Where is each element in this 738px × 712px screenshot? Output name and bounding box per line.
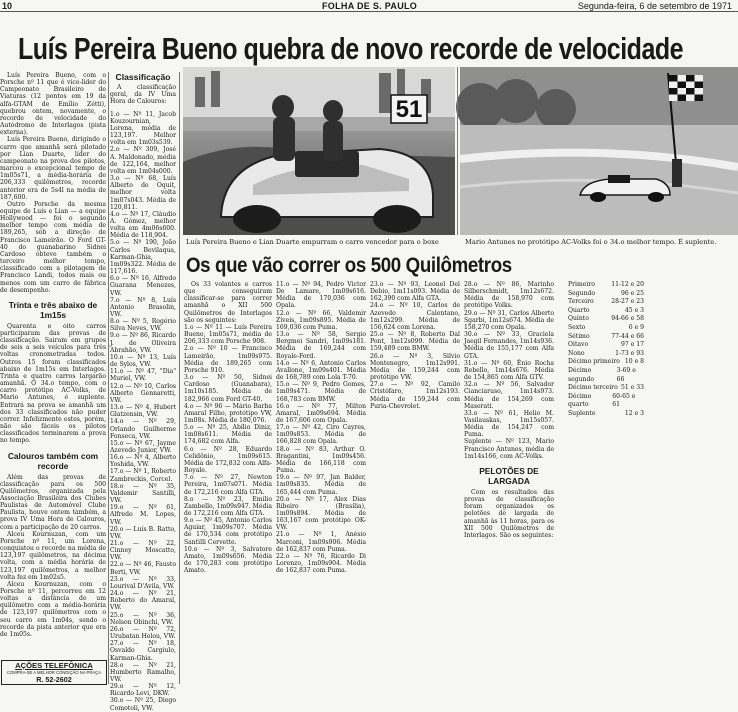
- grid-row-label: Nono: [568, 349, 585, 357]
- entry-paragraph: 15.o — Nº 9, Pedro Gomes, 1m09s471. Média de 168,783 com BMW.: [276, 381, 366, 403]
- grid-row-cars: 1-73 e 93: [615, 349, 644, 357]
- classification-entry: 18.o — Nº 35, Valdemir Santilli, VW.: [110, 482, 176, 505]
- entry-list-column-4: [464, 281, 554, 671]
- photo-divider: [457, 67, 458, 235]
- entry-list-column-2: [276, 281, 366, 671]
- classification-column: [110, 72, 177, 712]
- ac-volks-prototype-illustration: [460, 67, 738, 235]
- grid-row: [558, 307, 648, 316]
- entry-paragraph: 24.o — Nº 10, Carlos de Azevedo Calentano, 1m12s299. Média de 156,624 com Lorena.: [370, 302, 460, 331]
- grid-row-cars: 11-12 e 20: [611, 281, 644, 288]
- grid-row-label: Sexto: [568, 323, 586, 331]
- publication-name: FOLHA DE S. PAULO: [322, 1, 418, 11]
- classification-entry: 25.o — Nº 36, Nelson Obinchi, VW.: [110, 611, 176, 626]
- car-number-label: 51: [395, 96, 423, 123]
- classification-title: Classificação: [115, 72, 171, 82]
- grid-row-label: Décimo primeiro: [568, 358, 620, 366]
- entry-paragraph: 21.o — Nº 1, Anésio Marconi, 1m09s906. Média de 162,837 com Puma.: [276, 531, 366, 553]
- entry-paragraph: 23.o — Nº 93, Leonel Del Debio, 1m11s093. Média de 162,390 com Alfa GTA.: [370, 281, 460, 303]
- column-rule: [179, 72, 180, 684]
- entry-paragraph: 2.o — Nº 10 — Francisco Lameirão, 1m09s975. Média de 189,265 com Porsche 910.: [184, 345, 272, 374]
- entry-paragraph: 10.o — Nº 3, Salvatore Amato, 1m09s656. Média de 170,283 com protótipo Amato.: [184, 545, 272, 575]
- entry-paragraph: 1.o — Nº 11 — Luís Pereira Bueno, 1m05s71, média de 206,333 com Porsche 908.: [184, 323, 272, 346]
- main-headline: Luís Pereira Bueno quebra de novo recorde de velocidade: [18, 32, 684, 66]
- classification-entry: 7.o — Nº 8, Luís Antonio Brasolin, VW.: [110, 296, 176, 318]
- photo2-caption: Mario Antunes no protótipo AC-Volks foi o 34.o melhor tempo. É suplente.: [465, 238, 717, 246]
- entry-paragraph: Suplente — Nº 123, Mario Francisco Antunes, média de 1m14s166, com AC-Volks.: [464, 438, 554, 460]
- grid-row-cars: 3-69 e 66: [616, 366, 636, 383]
- grid-row-cars: 96 e 25: [621, 289, 644, 297]
- page-number: 10: [2, 1, 13, 11]
- grid-row: [558, 393, 648, 410]
- story-paragraph: Além das provas de classificação para os 500 Quilômetros, organizada pela Associação Brasileira dos Clubes Paulistas de Automóvel Clube Paulista, houve ontem também, a prova IV Uma Hora de Calouros, com a participação de 20 carros.: [0, 473, 106, 531]
- entry-paragraph: 30.o — Nº 33, Graciela Jaegil Fernandes, 1m14s936. Média de 155,177 com Alfa GTA.: [464, 331, 554, 360]
- grid-row-label: Quarto: [568, 306, 590, 314]
- race-car-photo: [183, 67, 455, 235]
- entry-list-column-1: [184, 281, 272, 671]
- photo1-caption: Luís Pereira Bueno e Lian Duarte empurram o carro vencedor para o boxe: [186, 238, 439, 246]
- classification-entry: 30.o — Nº 25, Diego Comotoli, VW.: [110, 697, 176, 712]
- classification-entry: 11.o — Nº 47, "Dia" Muriel, VW.: [110, 368, 176, 383]
- story-paragraph: Quarenta e oito carros participaram das provas de classificação. Sairam em grupos de seis a seis veículos para três voltas cronometradas todos. Outros 15 foram classificados abaixo de 1m15s em Interlagos. Trinta e quatro carros largarão amanhã. O 34.o tempo, com o carro protótipo AC-Volks, de Mario Antunes, é suplente. Entrará na prova se amanhã um dos 33 classificados não puder correr. Infelizmente estes, porém, não são fáceis os pilotos classificados terminarem a prova no tempo.: [0, 322, 106, 445]
- entry-paragraph: 13.o — Nº 58, Sergio Bergmei Sandri, 1m09s181. Média de 169,244 com Royale-Ford.: [276, 331, 366, 360]
- story-paragraph: Alceu Kournuzan, com o Porsche nº 11, percorreu em 12 voltas a distância de um quilômetro com a média-horária de 123,197 quilômetros com o seu carro em 1m04s, sendo o recorde da pista anterior que era de 1m05s.: [0, 580, 106, 638]
- grid-row-cars: 94-66 e 58: [611, 315, 644, 323]
- grid-row-cars: 6 e 9: [628, 323, 644, 331]
- classification-entry: 26.o — Nº 72, Urubatan Helou, VW.: [110, 625, 176, 641]
- entry-paragraph: Com os resultados das provas de classificação foram organizados os pelotões de largada de amanhã às 11 horas, para os XII 500 Quilômetros de Interlagos. São os seguintes:: [464, 488, 554, 539]
- classification-entry: 29.o — Nº 12, Ricardo Levi, DKW.: [110, 683, 176, 698]
- grid-row: [558, 410, 648, 419]
- entry-paragraph: 9.o — Nº 45, Antonio Carlos Aguiar, 1m09s707. Média de 170,534 com protótipo Santilli Cervette.: [184, 517, 272, 546]
- classification-entry: 17.o — Nº 1, Roberto Zambreckis, Corcel.: [110, 468, 177, 483]
- classification-entry: 23.o — Nº 33, Lourival D'Avila, VW.: [110, 575, 176, 590]
- entry-paragraph: 4.o — Nº 96 — Mário Barba Amaral Filho, protótipo VW, 1m08s. Média de 180,076.: [184, 402, 272, 424]
- ad-phone: R. 52-2602: [36, 675, 72, 684]
- ad-title: AÇÕES TELEFÔNICA: [15, 661, 93, 670]
- story-paragraph: Luís Pereira Bueno, com o Porsche nº 11 que é vice-líder do Campeonato Brasileiro de Viaturas (12 pontos em 19 da alfa-GTAM de Emílio Zétti), quebrou ontem, novamente, o recorde de velocidade do Autódromo de Interlagos (pista externa).: [0, 72, 106, 137]
- grid-row: [558, 324, 648, 333]
- classification-entry: 4.o — Nº 17, Cláudio A. Gómez, melhor volta em 4m06s600. Média de 118,904.: [110, 210, 176, 240]
- grid-row-cars: 10 e 8: [624, 358, 644, 366]
- story-column-1: [0, 72, 106, 657]
- grid-row-label: Décimo quarto: [568, 392, 592, 409]
- entry-paragraph: 14.o — Nº 6, Antonio Carlos Avallone, 1m09s401. Média de 168,789 com Lola T-70.: [276, 359, 366, 382]
- classification-entry: 2.o — Nº 309, José A. Maldonado, média de 122,164, melhor volta em 1m04s000.: [110, 146, 176, 175]
- entry-paragraph: 6.o — Nº 28, Eduardo Celidônio, 1m09s615. Média de 172,832 com Alfa-Royale.: [184, 445, 272, 475]
- entry-paragraph: 32.o — Nº 56, Salvador Cianciaruso, 1m14s973. Média de 154,269 com Maserati.: [464, 381, 554, 410]
- issue-date: Segunda-feira, 6 de setembro de 1971: [577, 1, 732, 11]
- section-headline: Os que vão correr os 500 Quilômetros: [186, 254, 512, 277]
- grid-row-cars: 51 e 33: [621, 384, 644, 392]
- entry-paragraph: 11.o — Nº 94, Pedro Victor De Lamare, 1m09s616. Média de 170,036 com Opala.: [276, 281, 366, 310]
- subheading-pelotoes: PELOTÕES DE LARGADA: [479, 465, 539, 486]
- entry-list-column-6: [652, 281, 738, 671]
- entry-paragraph: 19.o — Nº 97, Jan Balder, 1m09s835. Média de 165,444 com Puma.: [276, 474, 366, 496]
- entry-paragraph: 7.o — Nº 27, Newton Pereira, 1m07s071. Média de 172,216 com Alfa GTA.: [184, 474, 272, 496]
- grid-row-label: Oitavo: [568, 341, 589, 349]
- grid-row: [558, 290, 648, 299]
- classification-entry: 14.o — Nº 29, Orlando Guilherme Fonseca, VW.: [110, 418, 176, 440]
- classification-entry: 21.o — Nº 22, Cinney Moscatto, VW.: [110, 540, 176, 562]
- grid-row-cars: 60-65 e 61: [612, 392, 636, 409]
- subheading-thirty-three: Trinta e três abaixo de 1m15s: [8, 299, 98, 320]
- ad-fine-print: COMPRA-SE A MELHOR CONDIÇÃO NA PRAÇA: [6, 670, 101, 675]
- classification-entry: 28.o — Nº 21, Humberto Ramalho, VW.: [110, 661, 176, 683]
- grid-row: [558, 350, 648, 359]
- story-paragraph: Luís Pereira Bueno, dirigindo o carro que amanhã será pilotado por Lian Duarte, líder do campeonato na prova dos pilotos, marcou o excepcional tempo de 1m05s71, a média-horária de 206,333 quilômetros, recorde anterior era de 5s4l na média de 187,600.: [0, 136, 106, 201]
- classification-intro: A classificação geral, da IV Uma Hora de Calouros:: [110, 84, 176, 106]
- classification-entry: 5.o — Nº 190, João Carlos Bevilaqua, Karman-Ghia, 1m09s322. Média de 117,616.: [110, 239, 176, 276]
- grid-row-cars: 45 e 3: [624, 306, 644, 314]
- classification-entry: 27.o — Nº 18, Osvaldo Cargiulo, Karman-Ghia.: [110, 640, 176, 662]
- classification-entry: 6.o — Nº 16, Alfredo Guarana Menezes, VW.: [110, 275, 176, 297]
- grid-row: [558, 367, 648, 384]
- grid-row-cars: 28-27 e 23: [611, 298, 644, 306]
- race-car-photo-illustration: [183, 67, 455, 235]
- entry-paragraph: 17.o — Nº 42, Ciro Cayres, 1m09s853. Média de 166,828 com Opala.: [276, 424, 366, 446]
- grid-row-label: Segundo: [568, 289, 596, 297]
- grid-row-label: Terceiro: [568, 298, 594, 306]
- grid-row-label: Primeiro: [568, 281, 595, 288]
- column-rule: [108, 72, 109, 684]
- entry-paragraph: 28.o — Nº 86, Marinho Silberschmidt, 1m12s672. Média de 158,970 com protótipo Volks.: [464, 281, 554, 310]
- story-paragraph: Alceu Kournuzan, com um Porsche nº 11, um Lorena, conquistou o recorde na média de 123,197 quilômetros, na décima volta, com a média horária de 123,197 quilômetros, a melhor volta fez em 1m02s5.: [0, 530, 106, 581]
- classification-entry: 24.o — Nº 21, Roberto do Amaral, VW.: [110, 590, 176, 612]
- classification-entry: 20.o — Luís B. Ratto, VW.: [110, 525, 176, 540]
- entry-paragraph: 18.o — Nº 83, Arthur O. Bragantini, 1m09s456. Média de 166,118 com Puma.: [276, 445, 366, 475]
- grid-row-label: Décimo segundo: [568, 366, 595, 383]
- grid-row-cars: 77-44 e 66: [611, 332, 644, 340]
- entry-paragraph: 12.o — Nº 66, Valdemir Zíveis, 1m09s895. Média de 169,036 com Puma.: [276, 309, 366, 331]
- classification-entry: 15.o — Nº 67, Jayme Azevedo Junior, VW.: [110, 439, 176, 454]
- classification-entry: 9.o — Nº 86, Ricardo J. de Oliveira Abrahão, VW.: [110, 332, 176, 354]
- entry-paragraph: 20.o — Nº 17, Alex Dias Ribeiro (Brasília), 1m09s894. Média de 163,167 com protótipo OK-VW.: [276, 495, 366, 532]
- grid-row: [558, 281, 648, 290]
- entry-paragraph: 33.o — Nº 61, Helio M. Vasilauskas, 1m15s057. Média de 154,247 com Puma.: [464, 409, 554, 439]
- classification-entry: 19.o — Nº 61, Alfredo M. Lopes, VW.: [110, 504, 176, 526]
- entry-paragraph: 3.o — Nº 50, Sidnei Cardoso (Guanabara), 1m10s185. Média de 182,966 com Ford GT-40.: [184, 374, 272, 403]
- grid-row-label: Sétimo: [568, 332, 590, 340]
- running-head: [0, 0, 738, 12]
- starting-grid-column: [558, 281, 648, 671]
- story-paragraph: Outro Porsche da mesma equipe de Luís e Lian — a equipe Hollywood — foi o segundo melhor tempo com média de 189,265, sob a direção de Francisco Lameirão. O Ford GT-40 do guanabarino Sidnei Cardoso obteve também o terceiro melhor tempo, classificado com a pilotagem de Francisco Landi, todos mais ou menos com um carro de fábrica de desempenho.: [0, 200, 106, 294]
- grid-row: [558, 341, 648, 350]
- grid-row: [558, 315, 648, 324]
- classification-entry: 3.o — Nº 68, Luís Alberto de Oquit, melhor volta 1m07s043. Média de 120,811.: [110, 175, 176, 211]
- classification-entry: 13.o — Nº 4, Hubert Glatzensin, VW.: [110, 404, 176, 419]
- grid-row: [558, 333, 648, 342]
- entry-paragraph: Os 33 volantes e carros que conseguiram classificar-se para correr amanhã o XII 500 Quilômetros de Interlagos são os seguintes:: [184, 281, 272, 324]
- entry-paragraph: 26.o — Nº 3, Silvio Montenegro, 1m12s991. Média de 159,244 com protótipo VW.: [370, 352, 460, 382]
- classification-entry: 10.o — Nº 13, Luís de Sylos, VW.: [110, 353, 176, 369]
- grid-row: [558, 384, 648, 393]
- grid-row-cars: 97 e 17: [621, 341, 644, 349]
- classification-entry: 1.o — Nº 11, Jacob Kouzournian, Lorena, média de 123,197. Melhor volta em 1m03s539.: [110, 110, 176, 147]
- grid-row-label: Décimo terceiro: [568, 384, 618, 392]
- entry-paragraph: 8.o — Nº 23, Emilio Zambello, 1m09s947. Média de 172,216 com Alfa GTA.: [184, 495, 272, 517]
- entry-paragraph: 31.o — Nº 60, Ênio Rocha Rebello, 1m14s676. Média de 154,865 com Alfa GTV.: [464, 359, 554, 382]
- classification-list: [110, 111, 176, 712]
- classified-ad-telefonica: [1, 660, 107, 685]
- entry-paragraph: 25.o — Nº 8, Roberto Dal Pont, 1m12s099. Média de 159,489 com BMW.: [370, 331, 460, 353]
- entry-paragraph: 22.o — Nº 76, Ricardo Di Lorenzo, 1m09s904. Média de 162,837 com Puma.: [276, 552, 366, 575]
- grid-row-cars: 12 e 3: [624, 409, 644, 417]
- subheading-calouros: Calouros também com recorde: [7, 450, 99, 471]
- grid-row-label: Quinto: [568, 315, 589, 323]
- classification-entry: 8.o — Nº 5, Rogério Silva Neves, VW.: [110, 318, 176, 333]
- entry-paragraph: 5.o — Nº 25, Abílio Diniz, 1m08s611. Média de 174,682 com Alfa.: [184, 424, 272, 446]
- classification-entry: 22.o — Nº 46, Fausto Berti, VW.: [110, 561, 176, 576]
- entry-paragraph: 16.o — Nº 77, Milton Amaral, 1m09s694. Média de 167,606 com Opala.: [276, 402, 366, 424]
- classification-entry: 12.o — Nº 10, Carlos Alberto Gennaretti, VW.: [110, 382, 176, 404]
- entry-paragraph: 29.o — Nº 31, Carlos Alberto Sgarbi, 1m12s674. Média de 158,270 com Opala.: [464, 309, 554, 331]
- entry-paragraph: 27.o — Nº 92, Camilo Cristófaro, 1m12s193. Média de 159,244 com Puria-Chevrolet.: [370, 381, 460, 410]
- entry-list-column-3: [370, 281, 460, 671]
- grid-row: [558, 358, 648, 367]
- starting-grid-list: [558, 281, 648, 419]
- grid-row-label: Suplente: [568, 409, 596, 417]
- grid-row: [558, 298, 648, 307]
- classification-entry: 16.o — Nº 4, Alberto Yoshida, VW.: [110, 454, 176, 469]
- ac-volks-prototype-photo: [460, 67, 738, 235]
